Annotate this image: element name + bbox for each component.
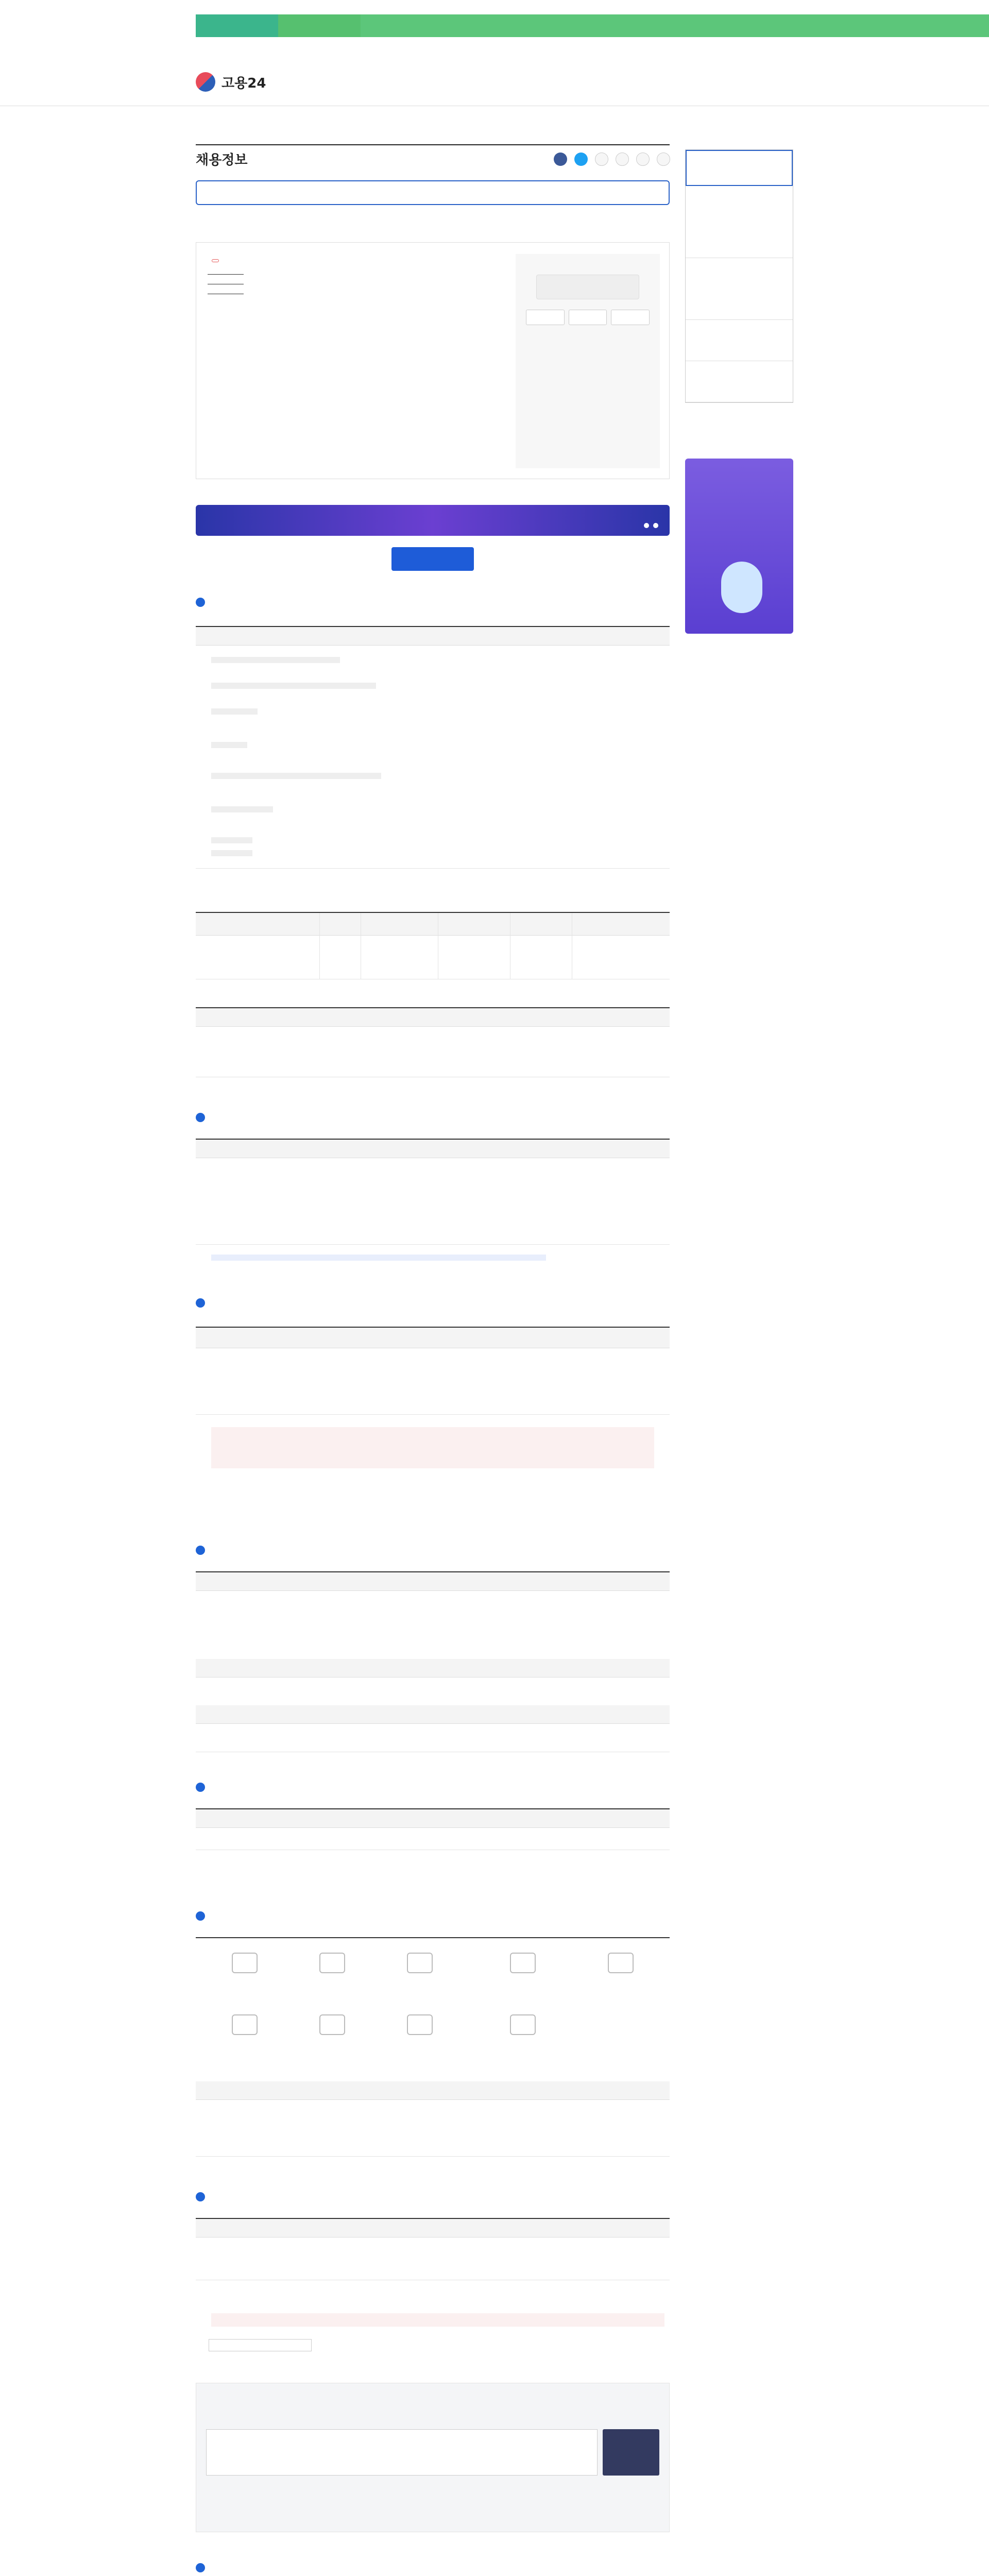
inquiry-submit-button[interactable] xyxy=(603,2429,659,2476)
recruit-line-3 xyxy=(211,708,258,715)
work-table-bottom xyxy=(196,1244,670,1245)
welfare-icon-3 xyxy=(407,1953,433,1973)
company-review-button[interactable] xyxy=(611,310,650,325)
recruit-line-2 xyxy=(211,683,376,689)
recruit-line-7 xyxy=(211,837,252,843)
tab-company[interactable] xyxy=(278,14,361,37)
aside-highlight[interactable] xyxy=(686,150,793,186)
ai-recommend-banner[interactable] xyxy=(196,505,670,536)
recruit-line-4 xyxy=(211,742,247,748)
section-bullet-icon xyxy=(196,2192,205,2201)
top-green-bar xyxy=(278,14,989,37)
selection-table-bottom xyxy=(196,1414,670,1415)
banner-pager-prev-icon[interactable] xyxy=(644,523,649,528)
facebook-icon[interactable] xyxy=(554,152,567,166)
welfare-icon-6 xyxy=(232,2014,258,2035)
share-icons xyxy=(554,152,670,166)
section-etc-title xyxy=(196,1783,205,1792)
recruit-divider xyxy=(196,868,670,869)
section-bullet-icon xyxy=(196,1298,205,1308)
selection-table-header xyxy=(196,1328,670,1348)
group-qualification xyxy=(208,274,496,275)
preference-row3-header xyxy=(196,1705,670,1724)
section-bullet-icon xyxy=(196,1783,205,1792)
work-table-header xyxy=(196,1140,670,1158)
page-title: 채용정보 xyxy=(196,152,248,168)
aside-section-1[interactable] xyxy=(686,186,793,258)
group-qualification-title xyxy=(208,274,244,275)
section-selection-title xyxy=(196,1298,205,1308)
company-action-buttons xyxy=(526,310,650,325)
company-panel xyxy=(516,254,660,468)
contact-notes xyxy=(211,2313,664,2327)
tab-personal[interactable] xyxy=(196,14,278,37)
site-tabs xyxy=(196,14,361,37)
recruit-line-5 xyxy=(211,773,381,779)
recruit-extra-header xyxy=(196,1008,670,1027)
contact-table-header xyxy=(196,2219,670,2238)
bookmark-icon[interactable] xyxy=(657,152,670,166)
recruit-table-header xyxy=(196,627,670,646)
job-status-badge xyxy=(212,259,219,262)
aside-section-3[interactable] xyxy=(686,320,793,361)
job-title xyxy=(208,254,496,265)
banner-pager-next-icon[interactable] xyxy=(653,523,658,528)
apply-button[interactable] xyxy=(536,275,639,299)
welfare-icon-4 xyxy=(510,1953,536,1973)
aside-section-4[interactable] xyxy=(686,361,793,402)
section-recruit-title xyxy=(196,598,205,607)
ai-job-recommend-widget[interactable] xyxy=(685,459,793,634)
section-bullet-icon xyxy=(196,1113,205,1122)
work-note xyxy=(211,1255,546,1261)
preference-table-header xyxy=(196,1572,670,1591)
section-bullet-icon xyxy=(196,598,205,607)
recruit-line-8 xyxy=(211,850,252,856)
side-quick-menu xyxy=(685,149,793,403)
recruit-col-1 xyxy=(319,913,320,979)
selection-notes xyxy=(211,1427,654,1468)
apply-online-button[interactable] xyxy=(391,547,474,571)
welfare-icon-1 xyxy=(232,1953,258,1973)
recruit-detail-header xyxy=(196,913,670,936)
welfare-icon-7 xyxy=(319,2014,345,2035)
section-contact-title xyxy=(196,2192,205,2201)
welfare-table-bottom xyxy=(196,2156,670,2157)
section-bullet-icon xyxy=(196,1911,205,1921)
welfare-extra-header xyxy=(196,2081,670,2100)
section-welfare-title xyxy=(196,1911,205,1921)
section-work-title xyxy=(196,1113,205,1122)
robot-illustration-icon xyxy=(721,562,762,613)
welfare-icon-8 xyxy=(407,2014,433,2035)
section-bullet-icon xyxy=(196,2563,205,2572)
link-copy-icon[interactable] xyxy=(616,152,629,166)
title-rule xyxy=(196,144,670,145)
job-summary-left xyxy=(208,254,496,298)
twitter-icon[interactable] xyxy=(574,152,588,166)
preference-row2-header xyxy=(196,1659,670,1677)
print-icon[interactable] xyxy=(636,152,650,166)
aside-section-2[interactable] xyxy=(686,258,793,320)
welfare-icon-2 xyxy=(319,1953,345,1973)
welfare-icon-9 xyxy=(510,2014,536,2035)
welfare-table-top xyxy=(196,1937,670,1938)
interest-company-button[interactable] xyxy=(569,310,607,325)
section-bullet-icon xyxy=(196,1546,205,1555)
blog-icon[interactable] xyxy=(595,152,608,166)
inquiry-textarea[interactable] xyxy=(206,2429,598,2476)
section-stats-title xyxy=(196,2563,205,2572)
company-info-button[interactable] xyxy=(526,310,565,325)
top-notice-strip xyxy=(0,0,989,14)
recruit-line-1 xyxy=(211,657,340,663)
welfare-icon-5 xyxy=(608,1953,634,1973)
section-preference-title xyxy=(196,1546,205,1555)
etc-table-header xyxy=(196,1809,670,1828)
contact-inquiry-button[interactable] xyxy=(209,2339,312,2351)
job-summary-card xyxy=(196,242,670,479)
info-banner-box xyxy=(196,180,670,205)
recruit-line-6 xyxy=(211,806,273,812)
site-logo[interactable] xyxy=(196,72,266,92)
taegeuk-logo-icon xyxy=(196,72,215,92)
logo-text: 고용24 xyxy=(221,75,266,91)
